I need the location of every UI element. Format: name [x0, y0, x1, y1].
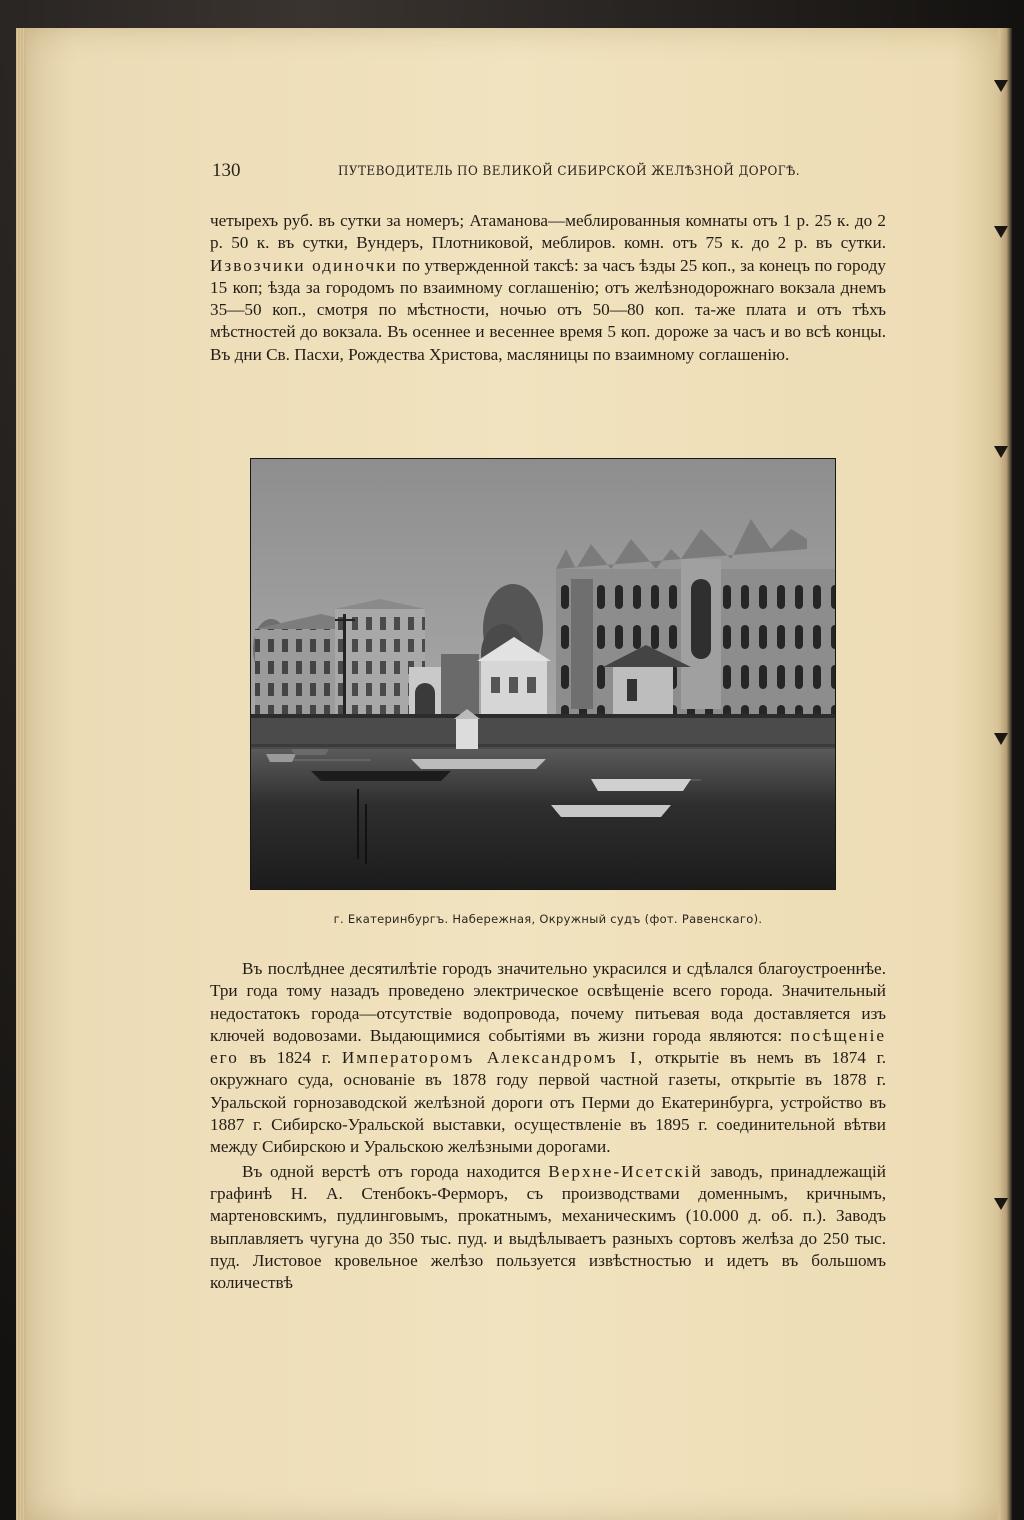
running-title: ПУТЕВОДИТЕЛЬ ПО ВЕЛИКОЙ СИБИРСКОЙ ЖЕЛѢЗНОЙ ДОРОГѢ. [338, 164, 801, 179]
spaced-text: Верхне-Исетскій [548, 1161, 703, 1181]
text-segment: Въ послѣднее десятилѣтіе городъ значительно украсился и сдѣлался благоустроеннѣе. Три года тому назадъ проведено электрическое освѣщеніе всего города. Значительный недостатокъ города—отсутствіе водопровода, почему питьевая вода доставляется изъ ключей водовозами. Выдающимися событіями въ жизни города являются: [210, 959, 886, 1045]
edge-mark-icon [994, 733, 1008, 745]
edge-mark-icon [994, 80, 1008, 92]
page-stack-edge [16, 28, 26, 1520]
edge-mark-icon [994, 226, 1008, 238]
text-segment: Въ одной верстѣ отъ города находится [242, 1161, 549, 1181]
paragraph [210, 958, 886, 1159]
spaced-text: посѣщеніе его [210, 1025, 886, 1068]
top-paragraph [210, 210, 886, 366]
photo-embankment [250, 458, 836, 890]
text-segment: въ 1824 г. [238, 1048, 342, 1068]
page-header [212, 160, 892, 184]
page-number: 130 [212, 160, 241, 181]
text-segment: заводъ, принадлежащій графинѣ Н. А. Стенбокъ-Ферморъ, съ производствами доменнымъ, кричнымъ, мартеновскимъ, пудлинговымъ, прокатнымъ, механическимъ (10.000 д. об. п.). Заводъ выплавляетъ чугуна до 350 тыс. пуд. и выдѣлываетъ разныхъ сортовъ желѣза до 250 тыс. пуд. Листовое кровельное желѣзо пользуется извѣстностью и идетъ въ большомъ количествѣ [210, 1161, 886, 1293]
spaced-text: Императоромъ Александромъ I, [341, 1048, 645, 1068]
text-segment: по утвержденной таксѣ: за часъ ѣзды 25 коп., за конецъ по городу 15 коп; ѣзда за городомъ по взаимному соглашенію; отъ желѣзнодорожнаго вокзала днемъ 35—50 коп., смотря по мѣстности, ночью отъ 50—80 коп. та-же плата и отъ тѣхъ мѣстностей до вокзала. Въ осеннее и весеннее время 5 коп. дороже за часъ и во всѣ концы. Въ дни Св. Пасхи, Рождества Христова, масляницы по взаимному соглашенію. [210, 255, 886, 364]
page-right-edge [998, 28, 1012, 1520]
figure-caption: г. Екатеринбургъ. Набережная, Окружный судъ (фот. Равенскаго). [333, 912, 763, 926]
edge-mark-icon [994, 446, 1008, 458]
text-segment: четырехъ руб. въ сутки за номеръ; Атаманова—меблированныя комнаты отъ 1 р. 25 к. до 2 р. 50 к. въ сутки, Вундеръ, Плотниковой, меблиров. комн. отъ 75 к. до 2 р. въ сутки. [210, 211, 886, 253]
body-text [210, 958, 886, 1294]
edge-mark-icon [994, 1198, 1008, 1210]
spaced-text: Извозчики одиночки [210, 255, 398, 275]
paragraph [210, 1161, 886, 1295]
text-segment: открытіе въ немъ въ 1874 г. окружнаго суда, основаніе въ 1878 году первой частной газеты, открытіе въ 1878 г. Уральской горнозаводской желѣзной дороги отъ Перми до Екатеринбурга, устройство въ 1887 г. Сибирско-Уральской выставки, осуществленіе въ 1895 г. соединительной вѣтви между Сибирскою и Уральскою желѣзными дорогами. [210, 1048, 887, 1157]
